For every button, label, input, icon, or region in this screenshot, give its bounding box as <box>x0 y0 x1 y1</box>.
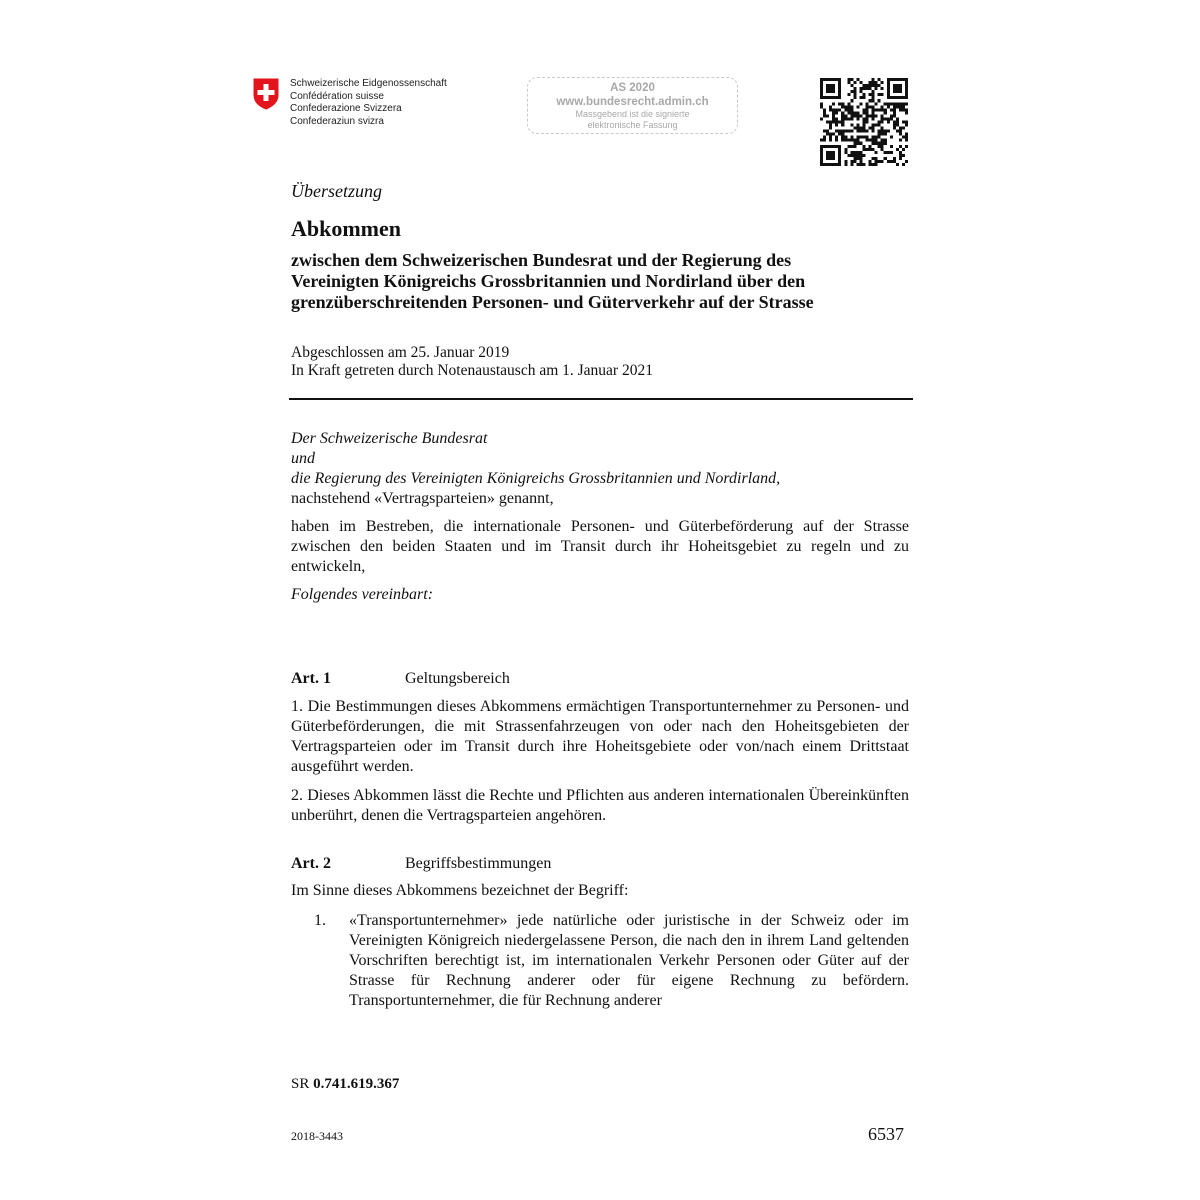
qr-code-icon <box>820 78 908 166</box>
article-1-paragraph-2: 2. Dieses Abkommen lässt die Rechte und Pflichten aus anderen internationalen Übereinkünften unberührt, denen die Vertragsparteien angehören. <box>291 787 909 824</box>
in-force-date: In Kraft getreten durch Notenaustausch am 1. Januar 2021 <box>291 362 653 379</box>
confederation-names <box>290 78 447 128</box>
conjunction: und <box>291 450 315 467</box>
date-block <box>291 344 909 380</box>
subtitle-line: zwischen dem Schweizerischen Bundesrat und der Regierung des <box>291 250 792 270</box>
confederation-name-it: Confederazione Svizzera <box>290 103 402 114</box>
stamp-collection: AS 2020 <box>610 82 655 94</box>
concluded-date: Abgeschlossen am 25. Januar 2019 <box>291 344 510 361</box>
party-switzerland: Der Schweizerische Bundesrat <box>291 430 488 447</box>
list-item-definition: «Transportunternehmer» jede natürliche oder juristische in der Schweiz oder im Vereinigten Königreich niedergelassene Person, die nach den in ihrem Land geltenden Vorschriften berechtigt ist, im internationalen Verkehr Personen oder Güter auf der Strasse für Rechnung anderer oder für eigene Rechnung zu befördern. Transportunternehmer, die für Rechnung anderer <box>349 912 909 1009</box>
translation-label: Übersetzung <box>291 181 382 201</box>
preamble-intent: haben im Bestreben, die internationale Personen- und Güterbeförderung auf der Strasse zwischen den beiden Staaten und im Transit durch ihr Hoheitsgebiet zu regeln und zu entwickeln, <box>291 518 909 575</box>
stamp-note-2: elektronische Fassung <box>587 120 678 130</box>
article-title: Begriffsbestimmungen <box>405 855 552 872</box>
stamp-note-1: Massgebend ist die signierte <box>575 109 690 119</box>
header-divider <box>289 398 913 400</box>
article-number: Art. 1 <box>291 670 331 687</box>
document-subtitle <box>291 250 911 313</box>
swiss-cross-icon <box>253 78 279 110</box>
preamble <box>291 429 909 509</box>
confederation-name-de: Schweizerische Eidgenossenschaft <box>290 78 447 89</box>
page-number: 6537 <box>868 1124 904 1144</box>
official-publication-stamp <box>527 77 738 134</box>
article-number: Art. 2 <box>291 855 331 872</box>
article-2-intro: Im Sinne dieses Abkommens bezeichnet der Begriff: <box>291 882 629 899</box>
document-id: 2018-3443 <box>291 1129 343 1143</box>
article-1-paragraph-1: 1. Die Bestimmungen dieses Abkommens ermächtigen Transportunternehmer zu Personen- und Güterbeförderungen, die mit Strassenfahrzeugen von oder nach den Hoheitsgebieten der Vertragsparteien oder im Transit durch ihre Hoheitsgebiete oder von/nach einem Drittstaat ausgeführt werden. <box>291 698 909 775</box>
party-united-kingdom: die Regierung des Vereinigten Königreichs Grossbritannien und Nordirland, <box>291 470 781 487</box>
sr-prefix: SR <box>291 1076 310 1092</box>
subtitle-line: Vereinigten Königreichs Grossbritannien und Nordirland über den <box>291 271 806 291</box>
confederation-name-fr: Confédération suisse <box>290 90 384 102</box>
sr-number: 0.741.619.367 <box>313 1076 400 1092</box>
list-item-number: 1. <box>314 912 326 929</box>
stamp-url: www.bundesrecht.admin.ch <box>556 96 709 108</box>
systematic-reference <box>291 1076 399 1093</box>
preamble-agreed: Folgendes vereinbart: <box>291 586 434 603</box>
parties-referred: nachstehend «Vertragsparteien» genannt, <box>291 490 554 507</box>
article-2-heading <box>291 854 551 874</box>
subtitle-line: grenzüberschreitenden Personen- und Güterverkehr auf der Strasse <box>291 292 814 312</box>
article-1-heading <box>291 669 510 689</box>
confederation-name-rm: Confederaziun svizra <box>290 115 384 127</box>
document-title: Abkommen <box>291 216 402 241</box>
article-title: Geltungsbereich <box>405 670 510 687</box>
